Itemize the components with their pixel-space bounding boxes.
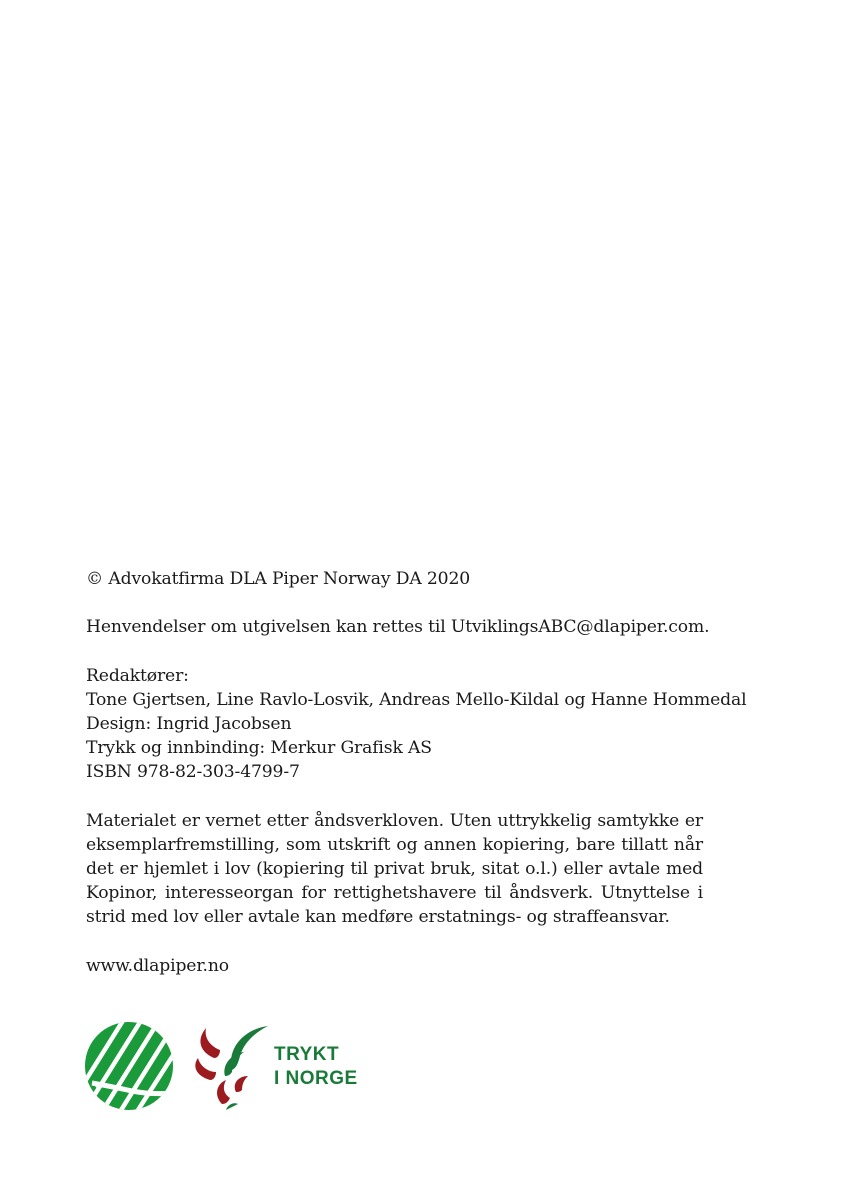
isbn: ISBN 978-82-303-4799-7 xyxy=(86,762,300,782)
trykt-i-norge-icon xyxy=(192,1022,272,1112)
design-credit: Design: Ingrid Jacobsen xyxy=(86,714,292,734)
trykt-line2: I NORGE xyxy=(274,1068,358,1089)
website-link[interactable]: www.dlapiper.no xyxy=(86,956,229,976)
trykt-line1: TRYKT xyxy=(274,1044,340,1065)
nordic-swan-ecolabel-icon xyxy=(84,1021,174,1111)
credits-block xyxy=(86,664,747,784)
print-credit: Trykk og innbinding: Merkur Grafisk AS xyxy=(86,738,432,758)
legal-notice: Materialet er vernet etter åndsverkloven. Uten uttrykkelig samtykke er eksemplarfremstilling, som utskrift og annen kopiering, bare tillatt når det er hjemlet i lov (kopiering til privat bruk, sitat o.l.) eller avtale med Kopinor, interesseorgan for rettighetshavere til åndsverk. Utnyttelse i strid med lov eller avtale kan medføre erstatnings- og straffeansvar. xyxy=(86,811,703,927)
editors-label: Redaktører: xyxy=(86,666,189,686)
inquiry-text: Henvendelser om utgivelsen kan rettes til UtviklingsABC@dlapiper.com. xyxy=(86,617,710,637)
copyright-notice xyxy=(86,567,703,591)
website-block xyxy=(86,954,703,978)
logos-row xyxy=(84,1020,384,1112)
editors-names: Tone Gjertsen, Line Ravlo-Losvik, Andreas Mello-Kildal og Hanne Hommedal xyxy=(86,690,747,710)
trykt-i-norge-logo xyxy=(192,1022,382,1112)
copyright-text: © Advokatfirma DLA Piper Norway DA 2020 xyxy=(86,569,471,589)
inquiry-notice xyxy=(86,615,710,639)
